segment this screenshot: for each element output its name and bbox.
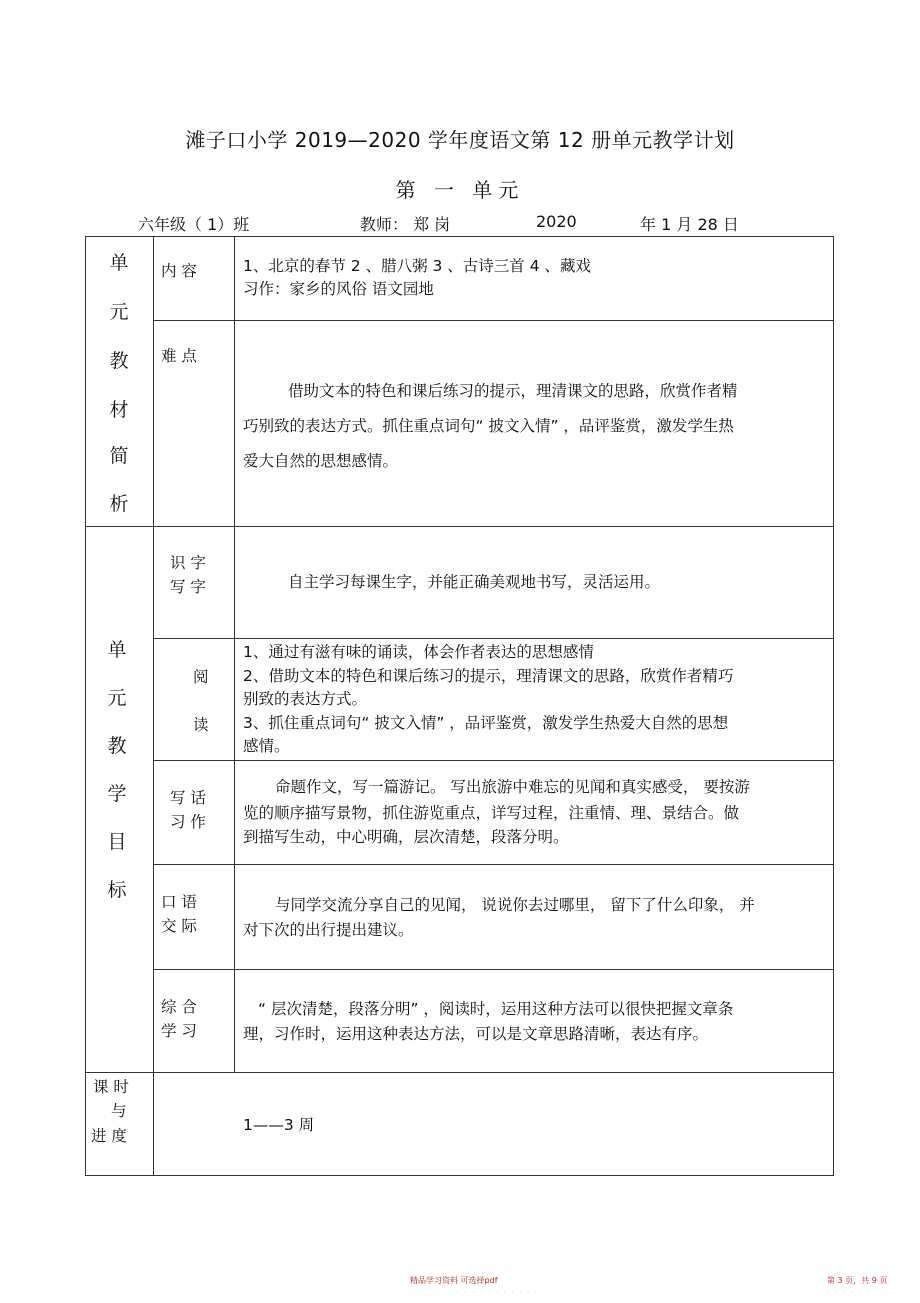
literacy-label: 识 字 <box>170 554 206 572</box>
footer-dots-right: . . . . . . . . . <box>827 1287 894 1294</box>
date-year: 2020 <box>536 212 577 231</box>
comprehensive-line: 理，习作时，运用这种表达方法，可以是文章思路清晰，表达有序。 <box>243 1025 709 1043</box>
footer-dots-left: . . . . . . . . . . . . . . . . . <box>410 1287 539 1294</box>
materials-label-char: 元 <box>109 301 129 323</box>
reading-label: 读 <box>193 716 209 734</box>
oral-cell <box>234 864 834 970</box>
writing-line: 到描写生动，中心明确，层次清楚，段落分明。 <box>243 828 569 846</box>
goals-label-char: 目 <box>107 831 127 853</box>
materials-label-char: 简 <box>109 445 129 467</box>
footer-left-text: 精品学习资料 可选择pdf <box>410 1276 498 1285</box>
page-title: 滩子口小学 2019—2020 学年度语文第 12 册单元教学计划 <box>185 128 735 152</box>
comprehensive-line: “ 层次清楚，段落分明” ，阅读时，运用这种方法可以很快把握文章条 <box>258 1000 734 1018</box>
content-line: 1、北京的春节 2 、腊八粥 3 、古诗三首 4 、藏戏 <box>243 257 592 275</box>
oral-line: 与同学交流分享自己的见闻， 说说你去过哪里， 留下了什么印象， 并 <box>275 896 755 914</box>
reading-line: 别致的表达方式。 <box>243 690 368 708</box>
goals-label-char: 单 <box>107 639 127 661</box>
unit-subtitle: 第 一 单元 <box>395 178 525 202</box>
oral-label: 交 际 <box>161 917 197 935</box>
reading-label-cell <box>153 638 235 761</box>
teacher-label: 教师： 郑 岗 <box>360 215 451 234</box>
reading-line: 2、借助文本的特色和课后练习的提示，理清课文的思路，欣赏作者精巧 <box>243 667 734 685</box>
difficulty-line: 巧别致的表达方式。抓住重点词句“ 披文入情” ，品评鉴赏，激发学生热 <box>243 417 734 435</box>
goals-label-char: 学 <box>107 783 127 805</box>
difficulty-line: 爱大自然的思想感情。 <box>243 452 399 470</box>
literacy-label: 写 字 <box>170 578 206 596</box>
oral-line: 对下次的出行提出建议。 <box>243 921 414 939</box>
schedule-value: 1——3 周 <box>243 1116 315 1134</box>
materials-label-cell <box>85 236 154 527</box>
schedule-label: 进 度 <box>91 1127 127 1145</box>
goals-label-char: 元 <box>107 687 127 709</box>
comprehensive-label: 学 习 <box>161 1022 197 1040</box>
goals-label-char: 标 <box>107 879 127 901</box>
difficulty-label: 难 点 <box>161 347 197 365</box>
materials-label-char: 单 <box>109 252 129 274</box>
schedule-label: 课 时 <box>93 1078 129 1096</box>
reading-line: 感情。 <box>243 737 290 755</box>
reading-line: 3、抓住重点词句“ 披文入情” ，品评鉴赏，激发学生热爱大自然的思想 <box>243 714 729 732</box>
reading-line: 1、通过有滋有味的诵读，体会作者表达的思想感情 <box>243 643 594 661</box>
materials-label-char: 材 <box>109 399 129 421</box>
date-rest: 年 1 月 28 日 <box>640 215 739 234</box>
reading-label: 阅 <box>193 668 209 686</box>
content-line: 习作：家乡的风俗 语文园地 <box>243 280 434 298</box>
writing-line: 览的顺序描写景物，抓住游览重点，详写过程，注重情、理、景结合。做 <box>243 804 740 822</box>
comprehensive-cell <box>234 969 834 1073</box>
oral-label: 口 语 <box>161 893 197 911</box>
goals-label-char: 教 <box>107 735 127 757</box>
literacy-text: 自主学习每课生字，并能正确美观地书写，灵活运用。 <box>288 573 661 591</box>
difficulty-line: 借助文本的特色和课后练习的提示，理清课文的思路，欣赏作者精 <box>288 382 738 400</box>
schedule-label: 与 <box>111 1102 127 1120</box>
footer-page-number: 第 3 页，共 9 页 <box>827 1276 888 1285</box>
materials-label-char: 析 <box>109 493 129 515</box>
writing-label: 写 话 <box>170 789 206 807</box>
content-label: 内 容 <box>161 262 197 280</box>
class-label: 六年级（ 1）班 <box>138 215 250 234</box>
comprehensive-label: 综 合 <box>161 998 197 1016</box>
materials-label-char: 教 <box>109 350 129 372</box>
writing-line: 命题作文，写一篇游记。 写出旅游中难忘的见闻和真实感受， 要按游 <box>275 778 750 796</box>
writing-label: 习 作 <box>170 813 206 831</box>
